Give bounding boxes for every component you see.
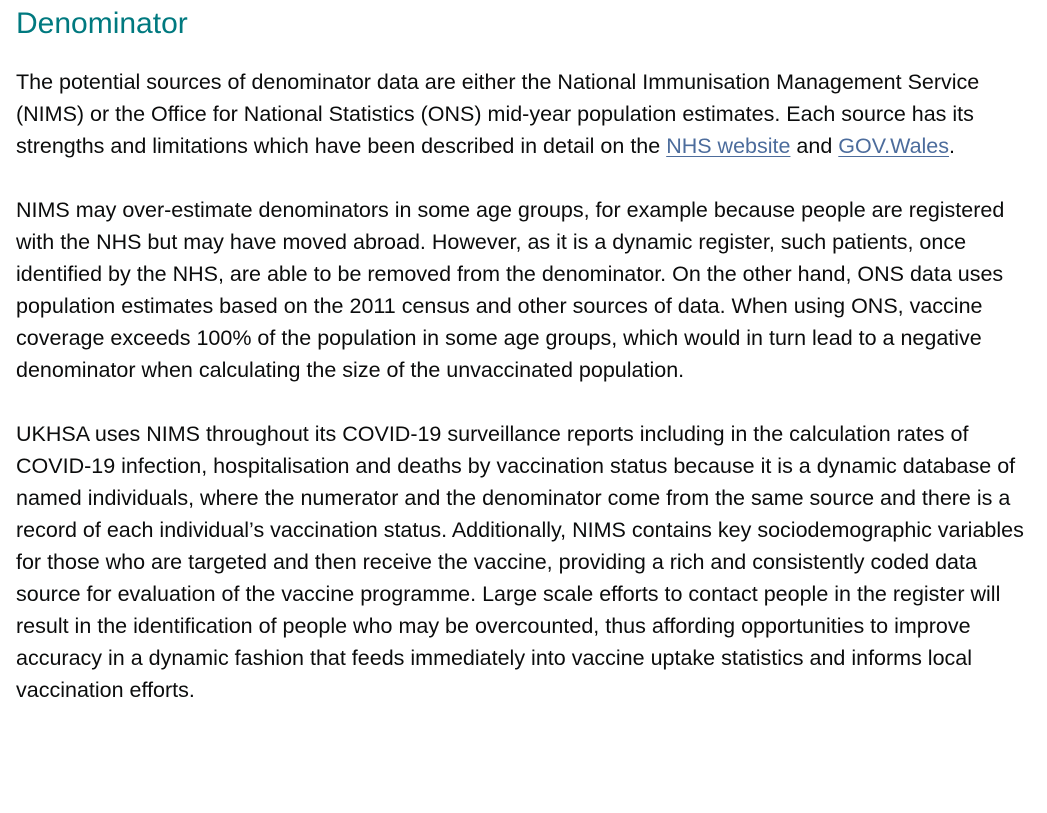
gov-wales-link[interactable]: GOV.Wales — [838, 134, 950, 158]
paragraph-text: The potential sources of denominator data are either the National Immunisation Management Service (NIMS) or the Office for National Statistics (ONS) mid-year population estimates. Each source has its strengths and limitations which have been described in detail on the — [16, 70, 980, 158]
paragraph-ukhsa-uses-nims: UKHSA uses NIMS throughout its COVID-19 surveillance reports including in the calculation rates of COVID-19 infection, hospitalisation and deaths by vaccination status because it is a dynamic database of named individuals, where the numerator and the denominator come from the same source and there is a record of each individual’s vaccination status. Additionally, NIMS contains key sociodemographic variables for those who are targeted and then receive the vaccine, providing a rich and consistently coded data source for evaluation of the vaccine programme. Large scale efforts to contact people in the register will result in the identification of people who may be overcounted, thus affording opportunities to improve accuracy in a dynamic fashion that feeds immediately into vaccine uptake statistics and informs local vaccination efforts. — [16, 422, 1024, 702]
paragraph-text: . — [949, 134, 955, 158]
paragraph-nims-overestimate: NIMS may over-estimate denominators in some age groups, for example because people are registered with the NHS but may have moved abroad. However, as it is a dynamic register, such patients, once identified by the NHS, are able to be removed from the denominator. On the other hand, ONS data uses population estimates based on the 2011 census and other sources of data. When using ONS, vaccine coverage exceeds 100% of the population in some age groups, which would in turn lead to a negative denominator when calculating the size of the unvaccinated population. — [16, 198, 1005, 382]
paragraph-text: and — [790, 134, 839, 158]
section-heading: Denominator — [16, 7, 188, 40]
nhs-website-link[interactable]: NHS website — [666, 134, 791, 158]
paragraph-denominator-sources — [16, 66, 1037, 162]
